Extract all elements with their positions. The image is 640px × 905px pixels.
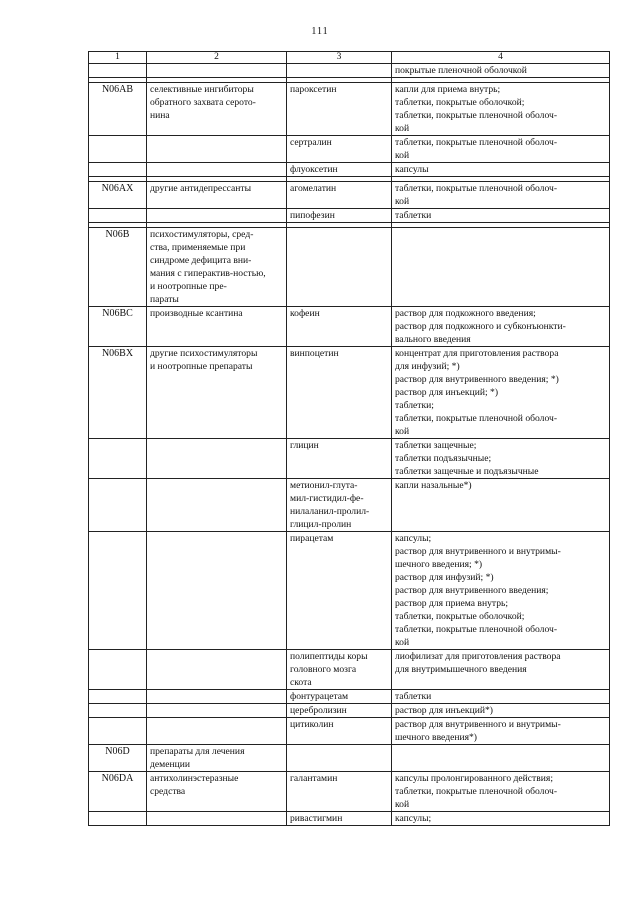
drug-name-cell — [287, 704, 392, 718]
dosage-form-line: раствор для инъекций; *) — [395, 387, 499, 398]
group-name-cell — [147, 812, 287, 826]
dosage-form-line: раствор для приема внутрь; — [395, 598, 509, 609]
atc-code-cell — [89, 479, 147, 532]
drug-name-line: ривастигмин — [290, 813, 343, 824]
group-name-cell — [147, 83, 287, 136]
drug-name-line: метионил-глута- — [290, 480, 358, 491]
dosage-form-line: капсулы; — [395, 533, 432, 544]
dosage-form-line: для инфузий; *) — [395, 361, 460, 372]
table-row — [89, 228, 610, 307]
dosage-form-cell — [392, 718, 610, 745]
group-name-line: антихолинэстеразные — [150, 773, 239, 784]
dosage-form-line: капли назальные*) — [395, 480, 472, 491]
drug-name-line: нилаланил-пролил- — [290, 506, 370, 517]
drug-name-cell — [287, 650, 392, 690]
group-name-cell — [147, 704, 287, 718]
drug-name-line: агомелатин — [290, 183, 337, 194]
group-name-line: психостимуляторы, сред- — [150, 229, 254, 240]
dosage-form-cell — [392, 307, 610, 347]
dosage-form-line: раствор для подкожного введения; — [395, 308, 536, 319]
group-name-cell — [147, 479, 287, 532]
group-name-line: обратного захвата серото- — [150, 97, 256, 108]
dosage-form-cell — [392, 347, 610, 439]
atc-code-cell — [89, 439, 147, 479]
dosage-form-line: таблетки, покрытые пленочной оболоч- — [395, 413, 558, 424]
drug-name-cell — [287, 772, 392, 812]
drug-name-line: глицил-пролин — [290, 519, 352, 530]
dosage-form-line: капли для приема внутрь; — [395, 84, 501, 95]
dosage-form-cell — [392, 439, 610, 479]
dosage-form-line: кой — [395, 799, 410, 810]
dosage-form-line: раствор для инфузий; *) — [395, 572, 494, 583]
drug-name-cell — [287, 83, 392, 136]
table-body — [89, 64, 610, 826]
drug-name-cell — [287, 182, 392, 209]
group-name-cell — [147, 136, 287, 163]
dosage-form-line: таблетки подъязычные; — [395, 453, 492, 464]
group-name-line: средства — [150, 786, 186, 797]
dosage-form-cell — [392, 64, 610, 78]
dosage-form-cell — [392, 650, 610, 690]
dosage-form-cell — [392, 690, 610, 704]
column-header: 4 — [392, 52, 610, 64]
atc-code-cell — [89, 704, 147, 718]
group-name-line: производные ксантина — [150, 308, 243, 319]
dosage-form-cell — [392, 812, 610, 826]
dosage-form-cell — [392, 479, 610, 532]
atc-code-cell — [89, 812, 147, 826]
dosage-form-line: концентрат для приготовления раствора — [395, 348, 559, 359]
dosage-form-line: для внутримышечного введения — [395, 664, 527, 675]
table-row — [89, 479, 610, 532]
dosage-form-line: таблетки — [395, 691, 432, 702]
group-name-cell — [147, 347, 287, 439]
drug-name-cell — [287, 690, 392, 704]
table-row — [89, 163, 610, 177]
dosage-form-line: кой — [395, 637, 410, 648]
dosage-form-line: таблетки, покрытые пленочной оболоч- — [395, 110, 558, 121]
drug-name-line: головного мозга — [290, 664, 357, 675]
drug-name-line: сертралин — [290, 137, 332, 148]
drug-name-cell — [287, 136, 392, 163]
group-name-line: и ноотропные пре- — [150, 281, 227, 292]
drug-name-line: винпоцетин — [290, 348, 339, 359]
dosage-form-line: кой — [395, 426, 410, 437]
column-header: 1 — [89, 52, 147, 64]
drug-name-line: церебролизин — [290, 705, 347, 716]
table-row — [89, 64, 610, 78]
drug-name-line: полипептиды коры — [290, 651, 368, 662]
drug-name-cell — [287, 64, 392, 78]
dosage-form-line: таблетки, покрытые оболочкой; — [395, 97, 525, 108]
atc-code-cell: N06AB — [89, 83, 147, 136]
group-name-line: параты — [150, 294, 179, 305]
atc-code-cell: N06DA — [89, 772, 147, 812]
drug-name-cell — [287, 812, 392, 826]
dosage-form-line: капсулы — [395, 164, 429, 175]
page-number: 111 — [311, 26, 329, 37]
group-name-cell — [147, 64, 287, 78]
table-row — [89, 307, 610, 347]
group-name-line: и ноотропные препараты — [150, 361, 253, 372]
drug-name-line: кофеин — [290, 308, 320, 319]
group-name-line: деменции — [150, 759, 191, 770]
dosage-form-cell — [392, 83, 610, 136]
dosage-form-line: таблетки, покрытые пленочной оболоч- — [395, 786, 558, 797]
drug-name-line: фонтурацетам — [290, 691, 349, 702]
dosage-form-line: раствор для внутривенного введения; *) — [395, 374, 559, 385]
drug-name-cell — [287, 347, 392, 439]
atc-code-cell — [89, 650, 147, 690]
dosage-form-cell — [392, 182, 610, 209]
group-name-line: мания с гиперактив-ностью, — [150, 268, 266, 279]
atc-code-cell — [89, 64, 147, 78]
group-name-line: нина — [150, 110, 170, 121]
atc-code-cell — [89, 690, 147, 704]
dosage-form-cell — [392, 745, 610, 772]
drug-name-line: глицин — [290, 440, 319, 451]
group-name-cell — [147, 228, 287, 307]
dosage-form-line: раствор для подкожного и субконъюнкти- — [395, 321, 566, 332]
drug-name-line: скота — [290, 677, 312, 688]
group-name-cell — [147, 439, 287, 479]
atc-code-cell — [89, 163, 147, 177]
group-name-cell — [147, 772, 287, 812]
dosage-form-cell — [392, 532, 610, 650]
dosage-form-line: раствор для внутривенного и внутримы- — [395, 546, 561, 557]
group-name-cell — [147, 650, 287, 690]
atc-code-cell — [89, 136, 147, 163]
group-name-line: другие психостимуляторы — [150, 348, 258, 359]
dosage-form-line: таблетки, покрытые оболочкой; — [395, 611, 525, 622]
table-header-row — [89, 52, 610, 64]
group-name-line: ства, применяемые при — [150, 242, 246, 253]
drug-name-cell — [287, 479, 392, 532]
dosage-form-cell — [392, 772, 610, 812]
dosage-form-line: таблетки защечные и подъязычные — [395, 466, 539, 477]
dosage-form-line: кой — [395, 123, 410, 134]
table-row — [89, 209, 610, 223]
drug-table — [88, 51, 610, 826]
table-row — [89, 745, 610, 772]
table-row — [89, 439, 610, 479]
table-row — [89, 704, 610, 718]
dosage-form-line: капсулы; — [395, 813, 432, 824]
dosage-form-line: таблетки, покрытые пленочной оболоч- — [395, 624, 558, 635]
dosage-form-line: таблетки — [395, 210, 432, 221]
atc-code-cell — [89, 718, 147, 745]
table-row — [89, 812, 610, 826]
atc-code-cell — [89, 532, 147, 650]
dosage-form-line: таблетки, покрытые пленочной оболоч- — [395, 183, 558, 194]
atc-code-cell: N06BC — [89, 307, 147, 347]
atc-code-cell: N06AX — [89, 182, 147, 209]
dosage-form-line: лиофилизат для приготовления раствора — [395, 651, 561, 662]
dosage-form-line: раствор для инъекций*) — [395, 705, 493, 716]
dosage-form-line: вального введения — [395, 334, 471, 345]
group-name-cell — [147, 745, 287, 772]
dosage-form-cell — [392, 704, 610, 718]
drug-name-cell — [287, 228, 392, 307]
drug-name-line: цитиколин — [290, 719, 334, 730]
group-name-cell — [147, 718, 287, 745]
dosage-form-line: кой — [395, 150, 410, 161]
drug-name-cell — [287, 532, 392, 650]
dosage-form-line: раствор для внутривенного и внутримы- — [395, 719, 561, 730]
group-name-cell — [147, 532, 287, 650]
drug-name-line: флуоксетин — [290, 164, 338, 175]
dosage-form-line: таблетки защечные; — [395, 440, 477, 451]
drug-name-cell — [287, 439, 392, 479]
table-row — [89, 772, 610, 812]
group-name-line: селективные ингибиторы — [150, 84, 254, 95]
table-row — [89, 182, 610, 209]
atc-code-cell: N06B — [89, 228, 147, 307]
drug-name-cell — [287, 163, 392, 177]
drug-name-line: пирацетам — [290, 533, 334, 544]
drug-name-line: пипофезин — [290, 210, 335, 221]
drug-name-cell — [287, 209, 392, 223]
group-name-cell — [147, 690, 287, 704]
table-row — [89, 650, 610, 690]
dosage-form-line: раствор для внутривенного введения; — [395, 585, 549, 596]
table-row — [89, 136, 610, 163]
dosage-form-cell — [392, 209, 610, 223]
group-name-cell — [147, 182, 287, 209]
drug-name-line: мил-гистидил-фе- — [290, 493, 364, 504]
atc-code-cell — [89, 209, 147, 223]
group-name-line: другие антидепрессанты — [150, 183, 252, 194]
drug-name-line: пароксетин — [290, 84, 337, 95]
group-name-line: препараты для лечения — [150, 746, 245, 757]
column-header: 2 — [147, 52, 287, 64]
dosage-form-line: кой — [395, 196, 410, 207]
dosage-form-line: шечного введения; *) — [395, 559, 483, 570]
group-name-line: синдроме дефицита вни- — [150, 255, 252, 266]
dosage-form-cell — [392, 136, 610, 163]
drug-name-cell — [287, 307, 392, 347]
table-row — [89, 83, 610, 136]
dosage-form-line: таблетки, покрытые пленочной оболоч- — [395, 137, 558, 148]
dosage-form-cell — [392, 228, 610, 307]
atc-code-cell: N06D — [89, 745, 147, 772]
dosage-form-line: капсулы пролонгированного действия; — [395, 773, 553, 784]
group-name-cell — [147, 307, 287, 347]
table-row — [89, 718, 610, 745]
drug-name-line: галантамин — [290, 773, 338, 784]
dosage-form-line: таблетки; — [395, 400, 434, 411]
drug-name-cell — [287, 718, 392, 745]
atc-code-cell: N06BX — [89, 347, 147, 439]
dosage-form-cell — [392, 163, 610, 177]
drug-name-cell — [287, 745, 392, 772]
column-header: 3 — [287, 52, 392, 64]
table-row — [89, 532, 610, 650]
dosage-form-line: шечного введения*) — [395, 732, 478, 743]
group-name-cell — [147, 209, 287, 223]
group-name-cell — [147, 163, 287, 177]
table-row — [89, 347, 610, 439]
table-row — [89, 690, 610, 704]
dosage-form-line: покрытые пленочной оболочкой — [395, 65, 527, 76]
